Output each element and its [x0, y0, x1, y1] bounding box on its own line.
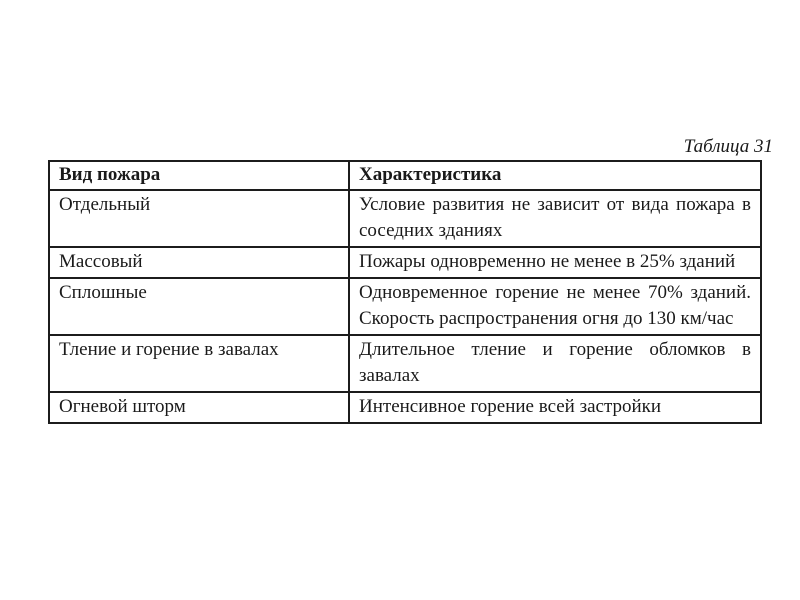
- header-characteristic: Характеристика: [349, 161, 761, 190]
- table-row: [49, 247, 761, 278]
- cell-characteristic: Интенсивное горение всей застройки: [349, 392, 761, 423]
- table-row: [49, 335, 761, 392]
- cell-fire-type: Сплошные: [49, 278, 349, 335]
- table-header-row: [49, 161, 761, 190]
- fire-types-table: [48, 160, 762, 424]
- table-caption: Таблица 31: [683, 136, 773, 157]
- cell-fire-type: Тление и горение в завалах: [49, 335, 349, 392]
- cell-characteristic: Одновременное горение не менее 70% зданий. Скорость распространения огня до 130 км/час: [349, 278, 761, 335]
- cell-characteristic: Условие развития не зависит от вида пожара в соседних зданиях: [349, 190, 761, 247]
- table-row: [49, 278, 761, 335]
- cell-fire-type: Огневой шторм: [49, 392, 349, 423]
- cell-fire-type: Отдельный: [49, 190, 349, 247]
- header-fire-type: Вид пожара: [49, 161, 349, 190]
- cell-characteristic: Длительное тление и горение обломков в завалах: [349, 335, 761, 392]
- table-row: [49, 190, 761, 247]
- cell-characteristic: Пожары одновременно не менее в 25% зданий: [349, 247, 761, 278]
- cell-fire-type: Массовый: [49, 247, 349, 278]
- table-row: [49, 392, 761, 423]
